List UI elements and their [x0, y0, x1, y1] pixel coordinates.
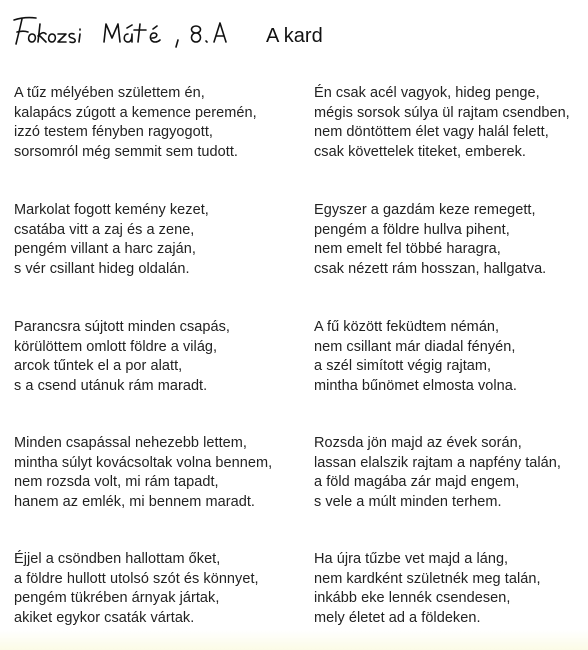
poem-line: Én csak acél vagyok, hideg penge,	[314, 85, 540, 101]
poem-line: pengém tükrében árnyak jártak,	[14, 590, 220, 607]
poem-title: A kard	[266, 25, 323, 47]
poem-line: A tűz mélyében születtem én,	[14, 85, 205, 101]
poem-line: mintha bűnömet elmosta volna.	[314, 377, 517, 394]
poem-line: csak követtelek titeket, emberek.	[314, 143, 526, 160]
poem-line: Ha újra tűzbe vet majd a láng,	[314, 551, 509, 567]
stanza	[14, 201, 209, 279]
stanza	[314, 550, 541, 628]
poem-line: Minden csapással nehezebb lettem,	[14, 435, 247, 451]
poem-line: csak nézett rám hosszan, hallgatva.	[314, 260, 547, 277]
poem-line: körülöttem omlott földre a világ,	[14, 338, 218, 355]
poem-line: mintha súlyt kovácsoltak volna bennem,	[14, 454, 273, 471]
stanza	[14, 84, 257, 162]
poem-line: A fű között feküdtem némán,	[314, 319, 500, 335]
poem-line: s vér csillant hideg oldalán.	[14, 260, 190, 277]
stanza	[14, 318, 230, 396]
poem-line: izzó testem fényben ragyogott,	[14, 124, 213, 141]
poem-line: nem csillant már diadal fényén,	[314, 338, 516, 355]
poem-line: hanem az emlék, mi bennem maradt.	[14, 493, 256, 510]
poem-line: a szél simított végig rajtam,	[314, 358, 492, 375]
poem-line: nem rozsda volt, mi rám tapadt,	[14, 474, 219, 491]
poem-line: s vele a múlt minden terhem.	[314, 493, 502, 510]
poem-line: Parancsra sújtott minden csapás,	[14, 319, 230, 335]
poem-line: nem kardként születnék meg talán,	[314, 570, 541, 587]
poem-line: Éjjel a csöndben hallottam őket,	[14, 551, 221, 567]
poem-line: pengém villant a harc zaján,	[14, 241, 196, 258]
poem-line: sorsomról még semmit sem tudott.	[14, 143, 238, 160]
poem-line: pengém a földre hullva pihent,	[314, 221, 510, 238]
stanza	[14, 550, 259, 628]
poem-line: mégis sorsok súlya ül rajtam csendben,	[314, 104, 570, 121]
poem-line: akiket egykor csaták vártak.	[14, 609, 195, 626]
poem-line: s a csend utánuk rám maradt.	[14, 377, 208, 394]
stanza	[314, 84, 570, 162]
poem-line: kalapács zúgott a kemence peremén,	[14, 104, 257, 121]
poem-line: nem döntöttem élet vagy halál felett,	[314, 124, 549, 141]
poem-line: mely életet ad a földeken.	[314, 609, 481, 626]
poem-line: Egyszer a gazdám keze remegett,	[314, 202, 536, 218]
stanza	[314, 201, 546, 279]
stanza	[314, 318, 517, 396]
handwritten-signature	[8, 10, 258, 50]
poem-line: a föld magába zár majd engem,	[314, 474, 520, 491]
poem-line: a földre hullott utolsó szót és könnyet,	[14, 570, 259, 587]
poem-line: arcok tűntek el a por alatt,	[14, 358, 183, 375]
stanza	[314, 434, 561, 512]
poem-line: inkább eke lennék csendesen,	[314, 590, 511, 607]
stanza	[14, 434, 272, 512]
poem-line: lassan elalszik rajtam a napfény talán,	[314, 454, 561, 471]
poem-line: Rozsda jön majd az évek során,	[314, 435, 522, 451]
paper-shading	[0, 630, 588, 650]
poem-line: Markolat fogott kemény kezet,	[14, 202, 209, 218]
poem-line: csatába vitt a zaj és a zene,	[14, 221, 195, 238]
poem-line: nem emelt fel többé haragra,	[314, 241, 501, 258]
